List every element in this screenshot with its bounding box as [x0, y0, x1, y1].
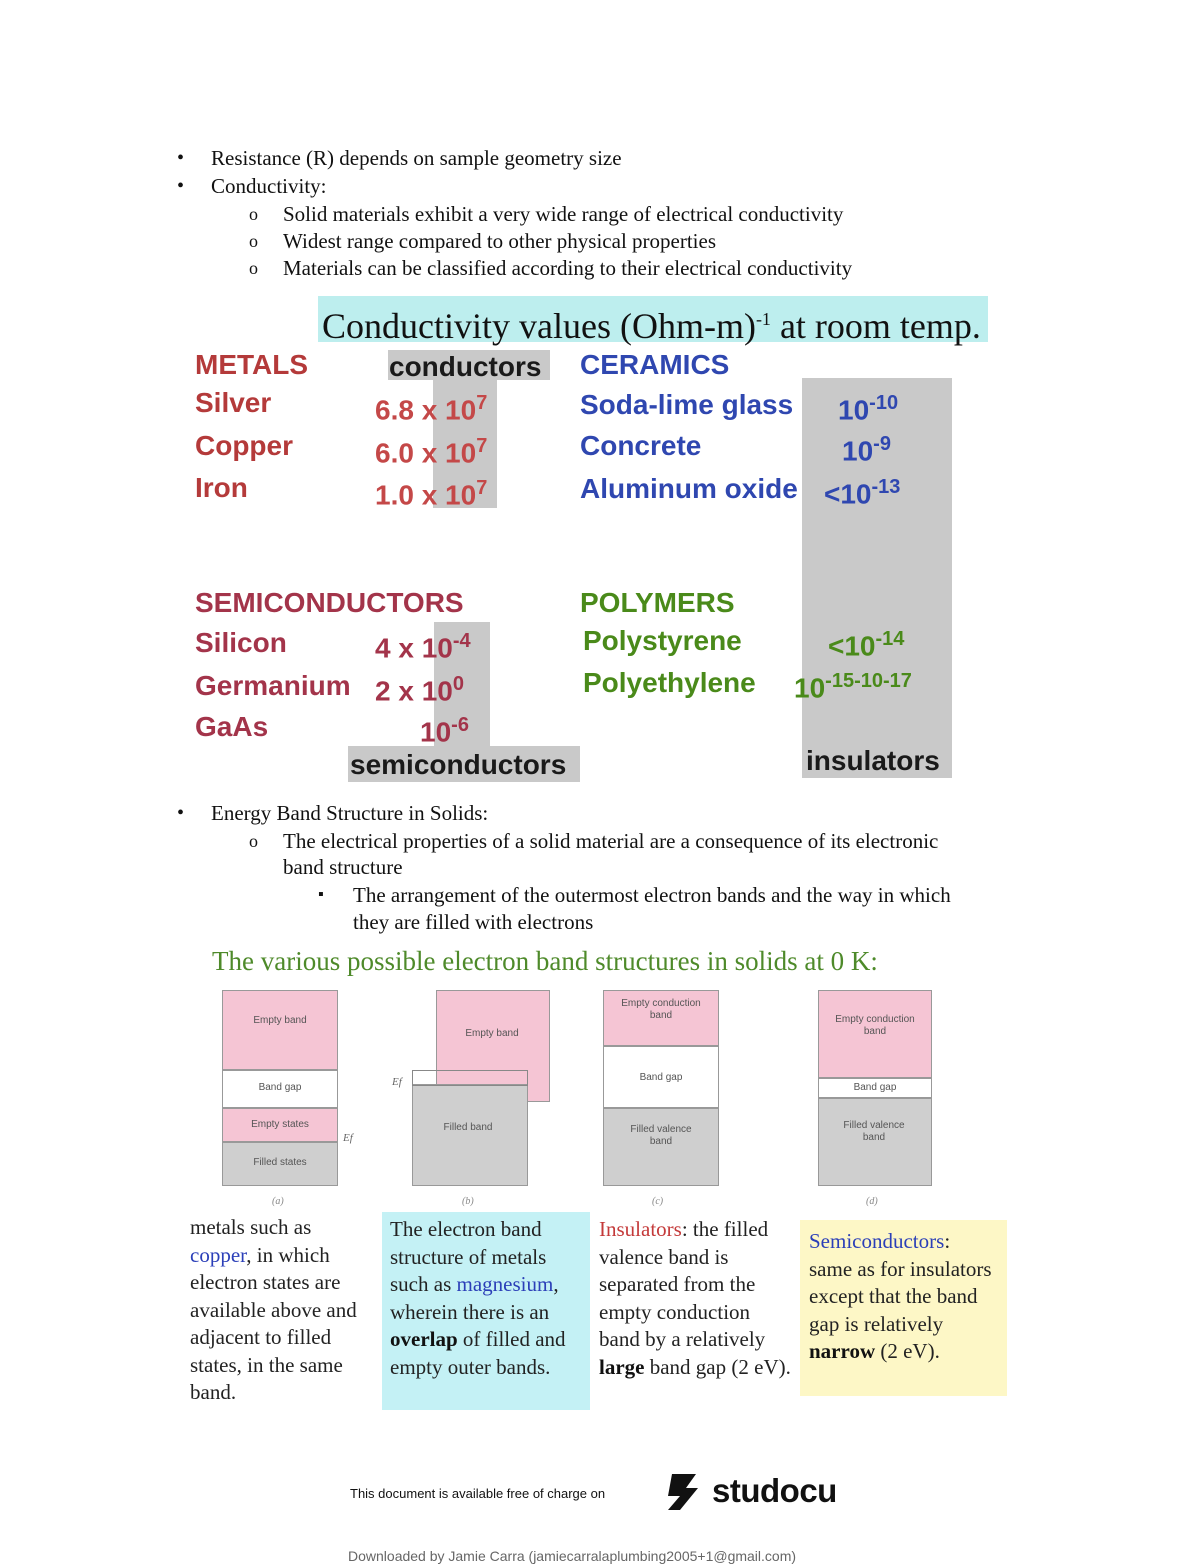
- polymers-header: POLYMERS: [580, 587, 735, 618]
- description-metals-copper: metals such as copper, in which electron states are available above and adjacent to filled states, in the same band.: [190, 1215, 357, 1404]
- band-d-filled-label: Filled valence band: [843, 1120, 905, 1143]
- studocu-logo-icon[interactable]: [662, 1470, 706, 1514]
- subsub-bullet-line1: The arrangement of the outermost electron bands and the way in which: [353, 883, 951, 907]
- ceramic-value: $10^{-9}$: [842, 433, 891, 467]
- band-a-empty: [222, 990, 338, 1070]
- description-insulators: Insulators: the filled valence band is separated from the empty conduction band by a relatively large band gap (2 eV).: [599, 1217, 791, 1379]
- band-b-filled-label: Filled band: [443, 1122, 493, 1133]
- metal-name: Copper: [195, 430, 293, 461]
- studocu-brand-link[interactable]: studocu: [712, 1472, 837, 1509]
- fermi-level-a: Ef: [343, 1132, 353, 1144]
- band-a-empty-label: Empty band: [253, 1015, 307, 1026]
- band-c-empty-label: Empty conduction band: [621, 998, 701, 1021]
- bullet-resistance: Resistance (R) depends on sample geometry size: [211, 146, 622, 170]
- subsub-bullet-line2: they are filled with electrons: [353, 910, 594, 934]
- band-b-overlap: [412, 1070, 528, 1086]
- metal-name: Silver: [195, 387, 272, 418]
- ceramic-name: Soda-lime glass: [580, 389, 794, 420]
- band-a-empty-states-label: Empty states: [251, 1119, 309, 1130]
- ceramics-header: CERAMICS: [580, 349, 730, 380]
- sub-bullet-3: Materials can be classified according to their electrical conductivity: [283, 256, 853, 280]
- band-b-filled: [412, 1084, 528, 1186]
- polymer-name: Polystyrene: [583, 625, 742, 656]
- polymer-name: Polyethylene: [583, 667, 756, 698]
- band-c-gap-label: Band gap: [639, 1072, 683, 1083]
- description-semiconductors: Semiconductors: same as for insulators except that the band gap is relatively narrow (2 eV).: [800, 1220, 1007, 1396]
- semi-value: 2 x $10^0$: [375, 673, 464, 707]
- bullet-marker: •: [177, 147, 185, 169]
- band-a-gap-label: Band gap: [258, 1082, 302, 1093]
- ceramic-value: $10^{-10}$: [838, 392, 899, 426]
- conductors-tag: conductors: [389, 351, 542, 382]
- polymer-value: $<10^{-14}$: [828, 628, 905, 662]
- sub-bullet-1: Solid materials exhibit a very wide range of electrical conductivity: [283, 202, 844, 226]
- band-c-filled-label: Filled valence band: [630, 1124, 692, 1147]
- bullet-conductivity: Conductivity:: [211, 174, 327, 198]
- semi-name: GaAs: [195, 711, 269, 742]
- bullet-energy-band: Energy Band Structure in Solids:: [211, 801, 489, 825]
- semi-name: Silicon: [195, 627, 287, 658]
- metal-name: Iron: [195, 472, 248, 503]
- metal-value: 6.0 x $10^7$: [375, 435, 488, 469]
- band-a-caption: (a): [272, 1196, 284, 1207]
- semi-value: $10^{-6}$: [420, 714, 469, 748]
- metal-value: 6.8 x $10^7$: [375, 392, 488, 426]
- semi-value: 4 x $10^{-4}$: [375, 630, 471, 664]
- semi-name: Germanium: [195, 670, 351, 701]
- fermi-level-b: Ef: [392, 1076, 402, 1088]
- sub-bullet-marker: o: [249, 231, 258, 251]
- semiconductors-header: SEMICONDUCTORS: [195, 587, 464, 618]
- ceramic-name: Concrete: [580, 430, 702, 461]
- footer-available-text: This document is available free of charge on: [350, 1486, 606, 1501]
- polymer-value: $10^{-15-10-17}$: [794, 670, 912, 704]
- subsub-bullet-marker: ▪: [318, 886, 324, 903]
- band-d-gap-label: Band gap: [853, 1082, 897, 1093]
- band-b-empty-label: Empty band: [465, 1028, 519, 1039]
- bullet-marker: •: [177, 802, 185, 824]
- band-c-caption: (c): [652, 1196, 664, 1207]
- band-b-caption: (b): [462, 1196, 474, 1207]
- footer-downloaded-text: Downloaded by Jamie Carra (jamiecarralaplumbing2005+1@gmail.com): [348, 1548, 797, 1564]
- sub-bullet-2: Widest range compared to other physical properties: [283, 229, 717, 253]
- sub-bullet-marker: o: [249, 204, 258, 224]
- sub-bullet-marker: o: [249, 831, 258, 851]
- insulators-tag: insulators: [806, 745, 940, 776]
- sub-bullet-band-line2: band structure: [283, 855, 403, 879]
- description-metals-magnesium: The electron band structure of metals such as magnesium, wherein there is an overlap of filled and empty outer bands.: [382, 1212, 590, 1410]
- metal-value: 1.0 x $10^7$: [375, 477, 488, 511]
- sub-bullet-band-line1: The electrical properties of a solid material are a consequence of its electronic: [283, 829, 939, 853]
- conductivity-table-title: Conductivity values $(Ohm-m)^{-1}$ at room temp.: [318, 296, 988, 342]
- band-a-filled-label: Filled states: [253, 1157, 307, 1168]
- ceramic-value: $<10^{-13}$: [824, 476, 901, 510]
- sub-bullet-marker: o: [249, 258, 258, 278]
- band-d-empty-label: Empty conduction band: [835, 1014, 915, 1037]
- ceramic-name: Aluminum oxide: [580, 473, 798, 504]
- band-structures-title: The various possible electron band structures in solids at 0 K:: [212, 946, 878, 976]
- semiconductors-tag: semiconductors: [350, 749, 567, 780]
- band-d-caption: (d): [866, 1196, 878, 1207]
- metals-header: METALS: [195, 349, 309, 380]
- bullet-marker: •: [177, 175, 185, 197]
